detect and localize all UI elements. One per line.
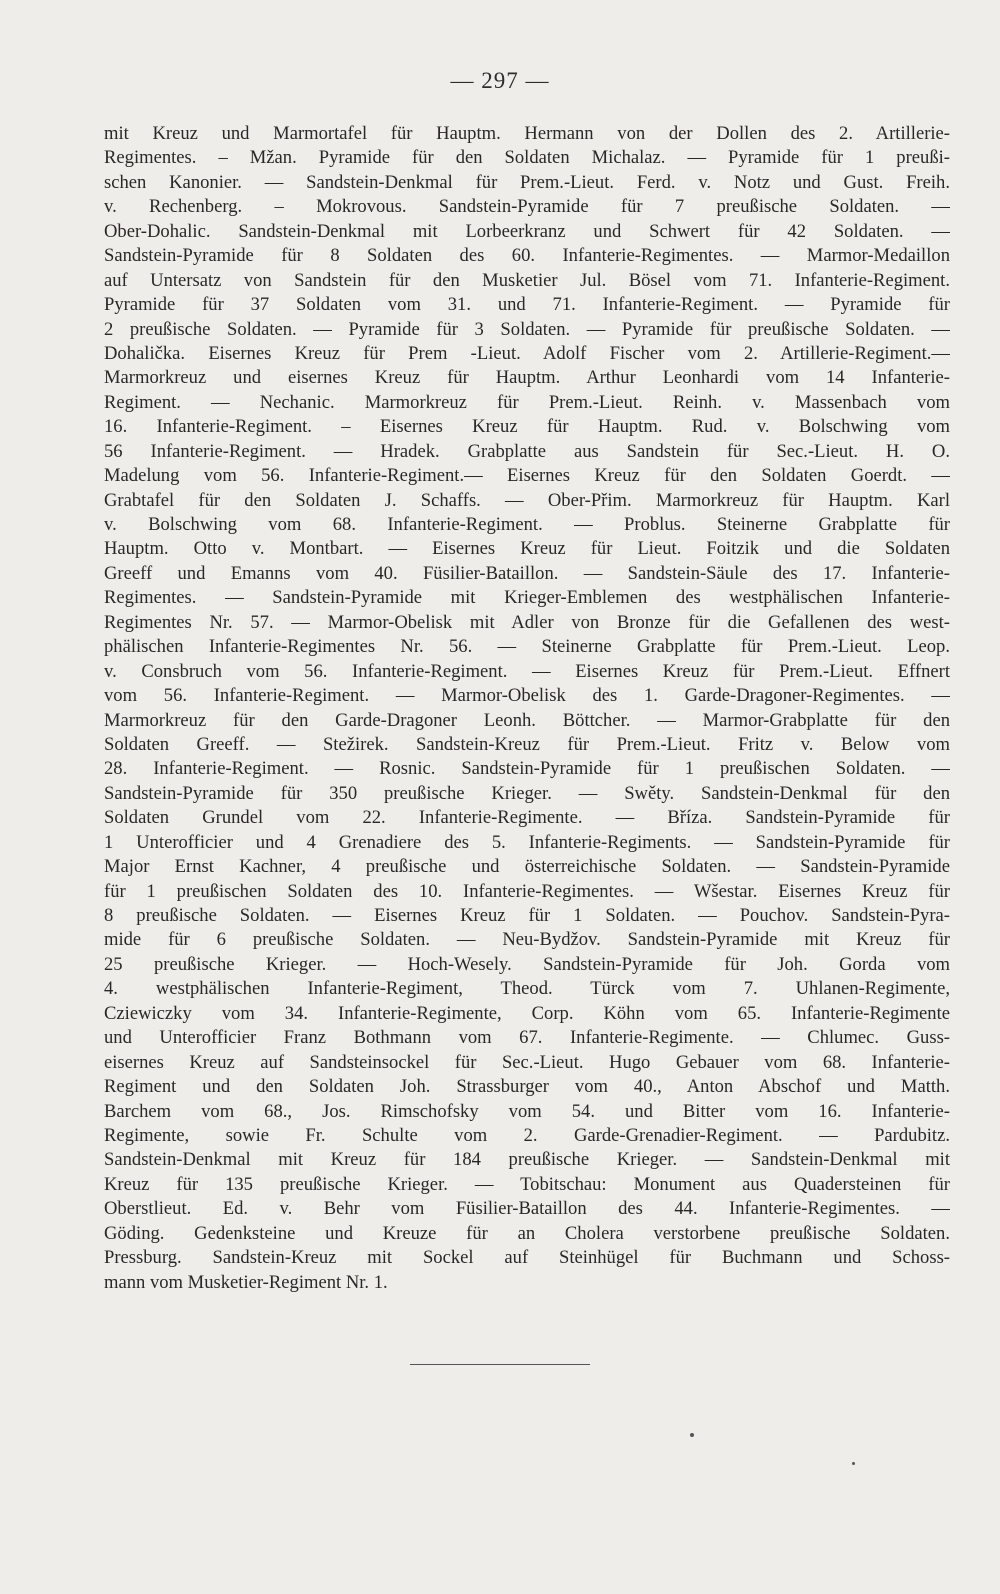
text-line: mide für 6 preußische Soldaten. — Neu-Bydžov. Sandstein-Pyramide mit Kreuz für: [104, 929, 950, 951]
text-line: Soldaten Grundel vom 22. Infanterie-Regimente. — Bříza. Sandstein-Pyramide für: [104, 807, 950, 829]
text-line: für 1 preußischen Soldaten des 10. Infanterie-Regimentes. — Wšestar. Eisernes Kreuz für: [104, 880, 950, 902]
text-line: Göding. Gedenksteine und Kreuze für an Cholera verstorbene preußische Soldaten.: [104, 1222, 950, 1244]
text-line: v. Bolschwing vom 68. Infanterie-Regiment. — Problus. Steinerne Grabplatte für: [104, 514, 950, 535]
text-line: mann vom Musketier-Regiment Nr. 1.: [104, 1271, 388, 1293]
text-line: 25 preußische Krieger. — Hoch-Wesely. Sandstein-Pyramide für Joh. Gorda vom: [104, 953, 950, 975]
text-line: schen Kanonier. — Sandstein-Denkmal für Prem.-Lieut. Ferd. v. Notz und Gust. Freih.: [104, 171, 950, 193]
text-line: Marmorkreuz für den Garde-Dragoner Leonh. Böttcher. — Marmor-Grabplatte für den: [104, 709, 950, 731]
text-line: Pyramide für 37 Soldaten vom 31. und 71. Infanterie-Regiment. — Pyramide für: [104, 294, 950, 316]
text-line: v. Consbruch vom 56. Infanterie-Regiment. — Eisernes Kreuz für Prem.-Lieut. Effnert: [104, 660, 950, 682]
text-line: v. Rechenberg. – Mokrovous. Sandstein-Pyramide für 7 preußische Soldaten. —: [104, 196, 950, 218]
text-line: 16. Infanterie-Regiment. – Eisernes Kreuz für Hauptm. Rud. v. Bolschwing vom: [104, 416, 950, 438]
text-line: 2 preußische Soldaten. — Pyramide für 3 Soldaten. — Pyramide für preußische Soldaten. —: [104, 318, 950, 340]
text-line: Pressburg. Sandstein-Kreuz mit Sockel auf Steinhügel für Buchmann und Schoss-: [104, 1247, 950, 1269]
text-line: Oberstlieut. Ed. v. Behr vom Füsilier-Bataillon des 44. Infanterie-Regimentes. —: [104, 1198, 950, 1220]
text-line: 8 preußische Soldaten. — Eisernes Kreuz für 1 Soldaten. — Pouchov. Sandstein-Pyra-: [104, 905, 950, 926]
text-line: Barchem vom 68., Jos. Rimschofsky vom 54. und Bitter vom 16. Infanterie-: [104, 1100, 950, 1122]
text-line: Grabtafel für den Soldaten J. Schaffs. — Ober-Přim. Marmorkreuz für Hauptm. Karl: [104, 489, 950, 511]
text-line: Marmorkreuz und eisernes Kreuz für Hauptm. Arthur Leonhardi vom 14 Infanterie-: [104, 367, 950, 389]
text-line: eisernes Kreuz auf Sandsteinsockel für Sec.-Lieut. Hugo Gebauer vom 68. Infanterie-: [104, 1051, 950, 1073]
text-line: Sandstein-Denkmal mit Kreuz für 184 preußische Krieger. — Sandstein-Denkmal mit: [104, 1149, 950, 1171]
text-line: Dohalička. Eisernes Kreuz für Prem -Lieut. Adolf Fischer vom 2. Artillerie-Regiment.—: [104, 342, 950, 364]
text-line: Regiment. — Nechanic. Marmorkreuz für Prem.-Lieut. Reinh. v. Massenbach vom: [104, 391, 950, 413]
section-separator: [410, 1364, 590, 1365]
text-line: Soldaten Greeff. — Stežirek. Sandstein-Kreuz für Prem.-Lieut. Fritz v. Below vom: [104, 733, 950, 755]
text-line: Kreuz für 135 preußische Krieger. — Tobitschau: Monument aus Quadersteinen für: [104, 1173, 950, 1195]
text-line: Regimentes. – Mžan. Pyramide für den Soldaten Michalaz. — Pyramide für 1 preußi-: [104, 147, 950, 169]
page-number: — 297 —: [450, 68, 550, 93]
text-line: mit Kreuz und Marmortafel für Hauptm. Hermann von der Dollen des 2. Artillerie-: [104, 123, 950, 144]
text-line: Hauptm. Otto v. Montbart. — Eisernes Kreuz für Lieut. Foitzik und die Soldaten: [104, 538, 950, 560]
text-line: auf Untersatz von Sandstein für den Musketier Jul. Bösel vom 71. Infanterie-Regiment.: [104, 269, 950, 291]
body-text: [104, 122, 950, 1295]
text-line: Sandstein-Pyramide für 8 Soldaten des 60. Infanterie-Regimentes. — Marmor-Medaillon: [104, 245, 950, 267]
text-line: 28. Infanterie-Regiment. — Rosnic. Sandstein-Pyramide für 1 preußischen Soldaten. —: [104, 758, 950, 780]
text-line: Regiment und den Soldaten Joh. Strassburger vom 40., Anton Abschof und Matth.: [104, 1076, 950, 1098]
text-line: Cziewiczky vom 34. Infanterie-Regimente, Corp. Köhn vom 65. Infanterie-Regimente: [104, 1002, 950, 1024]
text-line: Major Ernst Kachner, 4 preußische und österreichische Soldaten. — Sandstein-Pyramide: [104, 856, 950, 878]
ink-speck: [852, 1462, 855, 1465]
ink-speck: [690, 1433, 694, 1437]
text-line: Sandstein-Pyramide für 350 preußische Krieger. — Swěty. Sandstein-Denkmal für den: [104, 782, 950, 804]
text-line: phälischen Infanterie-Regimentes Nr. 56. — Steinerne Grabplatte für Prem.-Lieut. Leop.: [104, 636, 950, 658]
text-line: 4. westphälischen Infanterie-Regiment, Theod. Türck vom 7. Uhlanen-Regimente,: [104, 978, 950, 1000]
text-line: Regimentes. — Sandstein-Pyramide mit Krieger-Emblemen des westphälischen Infanterie-: [104, 587, 950, 609]
text-line: 56 Infanterie-Regiment. — Hradek. Grabplatte aus Sandstein für Sec.-Lieut. H. O.: [104, 440, 950, 462]
text-line: 1 Unterofficier und 4 Grenadiere des 5. Infanterie-Regiments. — Sandstein-Pyramide für: [104, 831, 950, 853]
text-line: Greeff und Emanns vom 40. Füsilier-Bataillon. — Sandstein-Säule des 17. Infanterie-: [104, 562, 950, 584]
text-line: Ober-Dohalic. Sandstein-Denkmal mit Lorbeerkranz und Schwert für 42 Soldaten. —: [104, 220, 950, 242]
text-line: Regimentes Nr. 57. — Marmor-Obelisk mit Adler von Bronze für die Gefallenen des west-: [104, 611, 950, 633]
text-line: und Unterofficier Franz Bothmann vom 67. Infanterie-Regimente. — Chlumec. Guss-: [104, 1027, 950, 1049]
text-line: Regimente, sowie Fr. Schulte vom 2. Garde-Grenadier-Regiment. — Pardubitz.: [104, 1124, 950, 1146]
text-line: vom 56. Infanterie-Regiment. — Marmor-Obelisk des 1. Garde-Dragoner-Regimentes. —: [104, 685, 950, 707]
text-line: Madelung vom 56. Infanterie-Regiment.— Eisernes Kreuz für den Soldaten Goerdt. —: [104, 465, 950, 487]
